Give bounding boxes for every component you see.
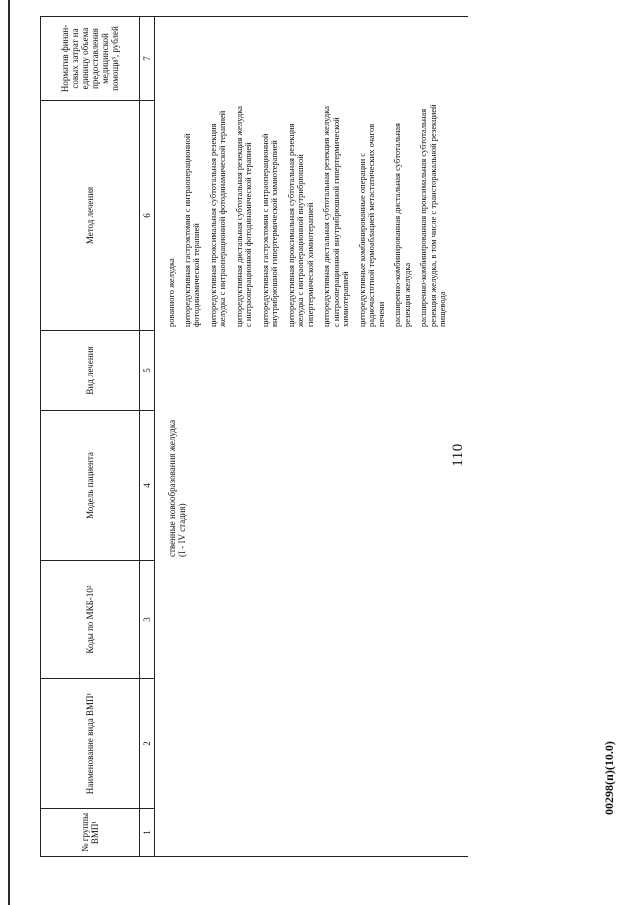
cell-treatment-type (155, 331, 469, 411)
cell-patient-model (155, 411, 469, 561)
table-row (155, 17, 469, 857)
header-method: Метод лечения (41, 101, 140, 331)
method-item: рованного желудка (166, 258, 176, 327)
column-number: 3 (140, 561, 155, 679)
header-treatment-type: Вид лечения (41, 331, 140, 411)
method-item: циторедуктивная дистальная субтотальная резекция желудка с интраоперационной фотодинамической терапией (233, 106, 253, 327)
header-norm: Норматив финан-совых затрат на единицу объема предоставления медицинской помощи³, рублей (41, 17, 140, 101)
header-patient-model: Модель пациента (41, 411, 140, 561)
table-header-row (41, 17, 140, 857)
cell-mkb-codes (155, 561, 469, 679)
cell-methods (155, 101, 469, 331)
header-group-no: № группы ВМП¹ (41, 809, 140, 857)
patient-model-text: ственные новообразования желудка (I - IV стадия) (167, 419, 187, 557)
method-item: циторедуктивная гастрэктомия с интраоперационной фотодинамической терапией (181, 133, 201, 327)
cell-vmp-name (155, 679, 469, 809)
header-mkb-codes: Коды по МКБ-10² (41, 561, 140, 679)
column-number: 5 (140, 331, 155, 411)
page-number: 110 (450, 443, 466, 467)
column-number: 1 (140, 809, 155, 857)
method-item: циторедуктивные комбинированные операции с радиочастотной термоаблацией метастатических очагов печени (356, 123, 386, 327)
document-code: 00298(п)(10.0) (602, 741, 616, 815)
method-item: циторедуктивная гастрэктомия с интраоперационной внутрибрюшной гипертермической химиотерапией (259, 133, 279, 327)
vmp-table (40, 16, 468, 857)
method-item: циторедуктивная проксимальная субтотальная резекция желудка с интраоперационной фотодинамической терапией (207, 110, 227, 327)
column-number: 7 (140, 17, 155, 101)
column-number: 4 (140, 411, 155, 561)
cell-norm (155, 17, 469, 101)
method-list (167, 104, 448, 327)
header-vmp-name: Наименование вида ВМП¹ (41, 679, 140, 809)
column-number: 2 (140, 679, 155, 809)
method-item: расширенно-комбинированная проксимальная субтотальная резекция желудка, в том числе с трансторакальной резекцией пищевода (418, 104, 447, 327)
method-item: циторедуктивная проксимальная субтотальная резекция желудка с интраоперационной внутрибрюшной гипертермической химиотерапией (285, 123, 315, 327)
column-number: 6 (140, 101, 155, 331)
method-item: циторедуктивная дистальная субтотальная резекция желудка с интраоперационной внутрибрюшной гипертермической химиотерапией (321, 106, 350, 327)
method-item: расширенно-комбинированная дистальная субтотальная резекция желудка (392, 123, 412, 327)
column-number-row (140, 17, 155, 857)
cell-group-no (155, 809, 469, 857)
